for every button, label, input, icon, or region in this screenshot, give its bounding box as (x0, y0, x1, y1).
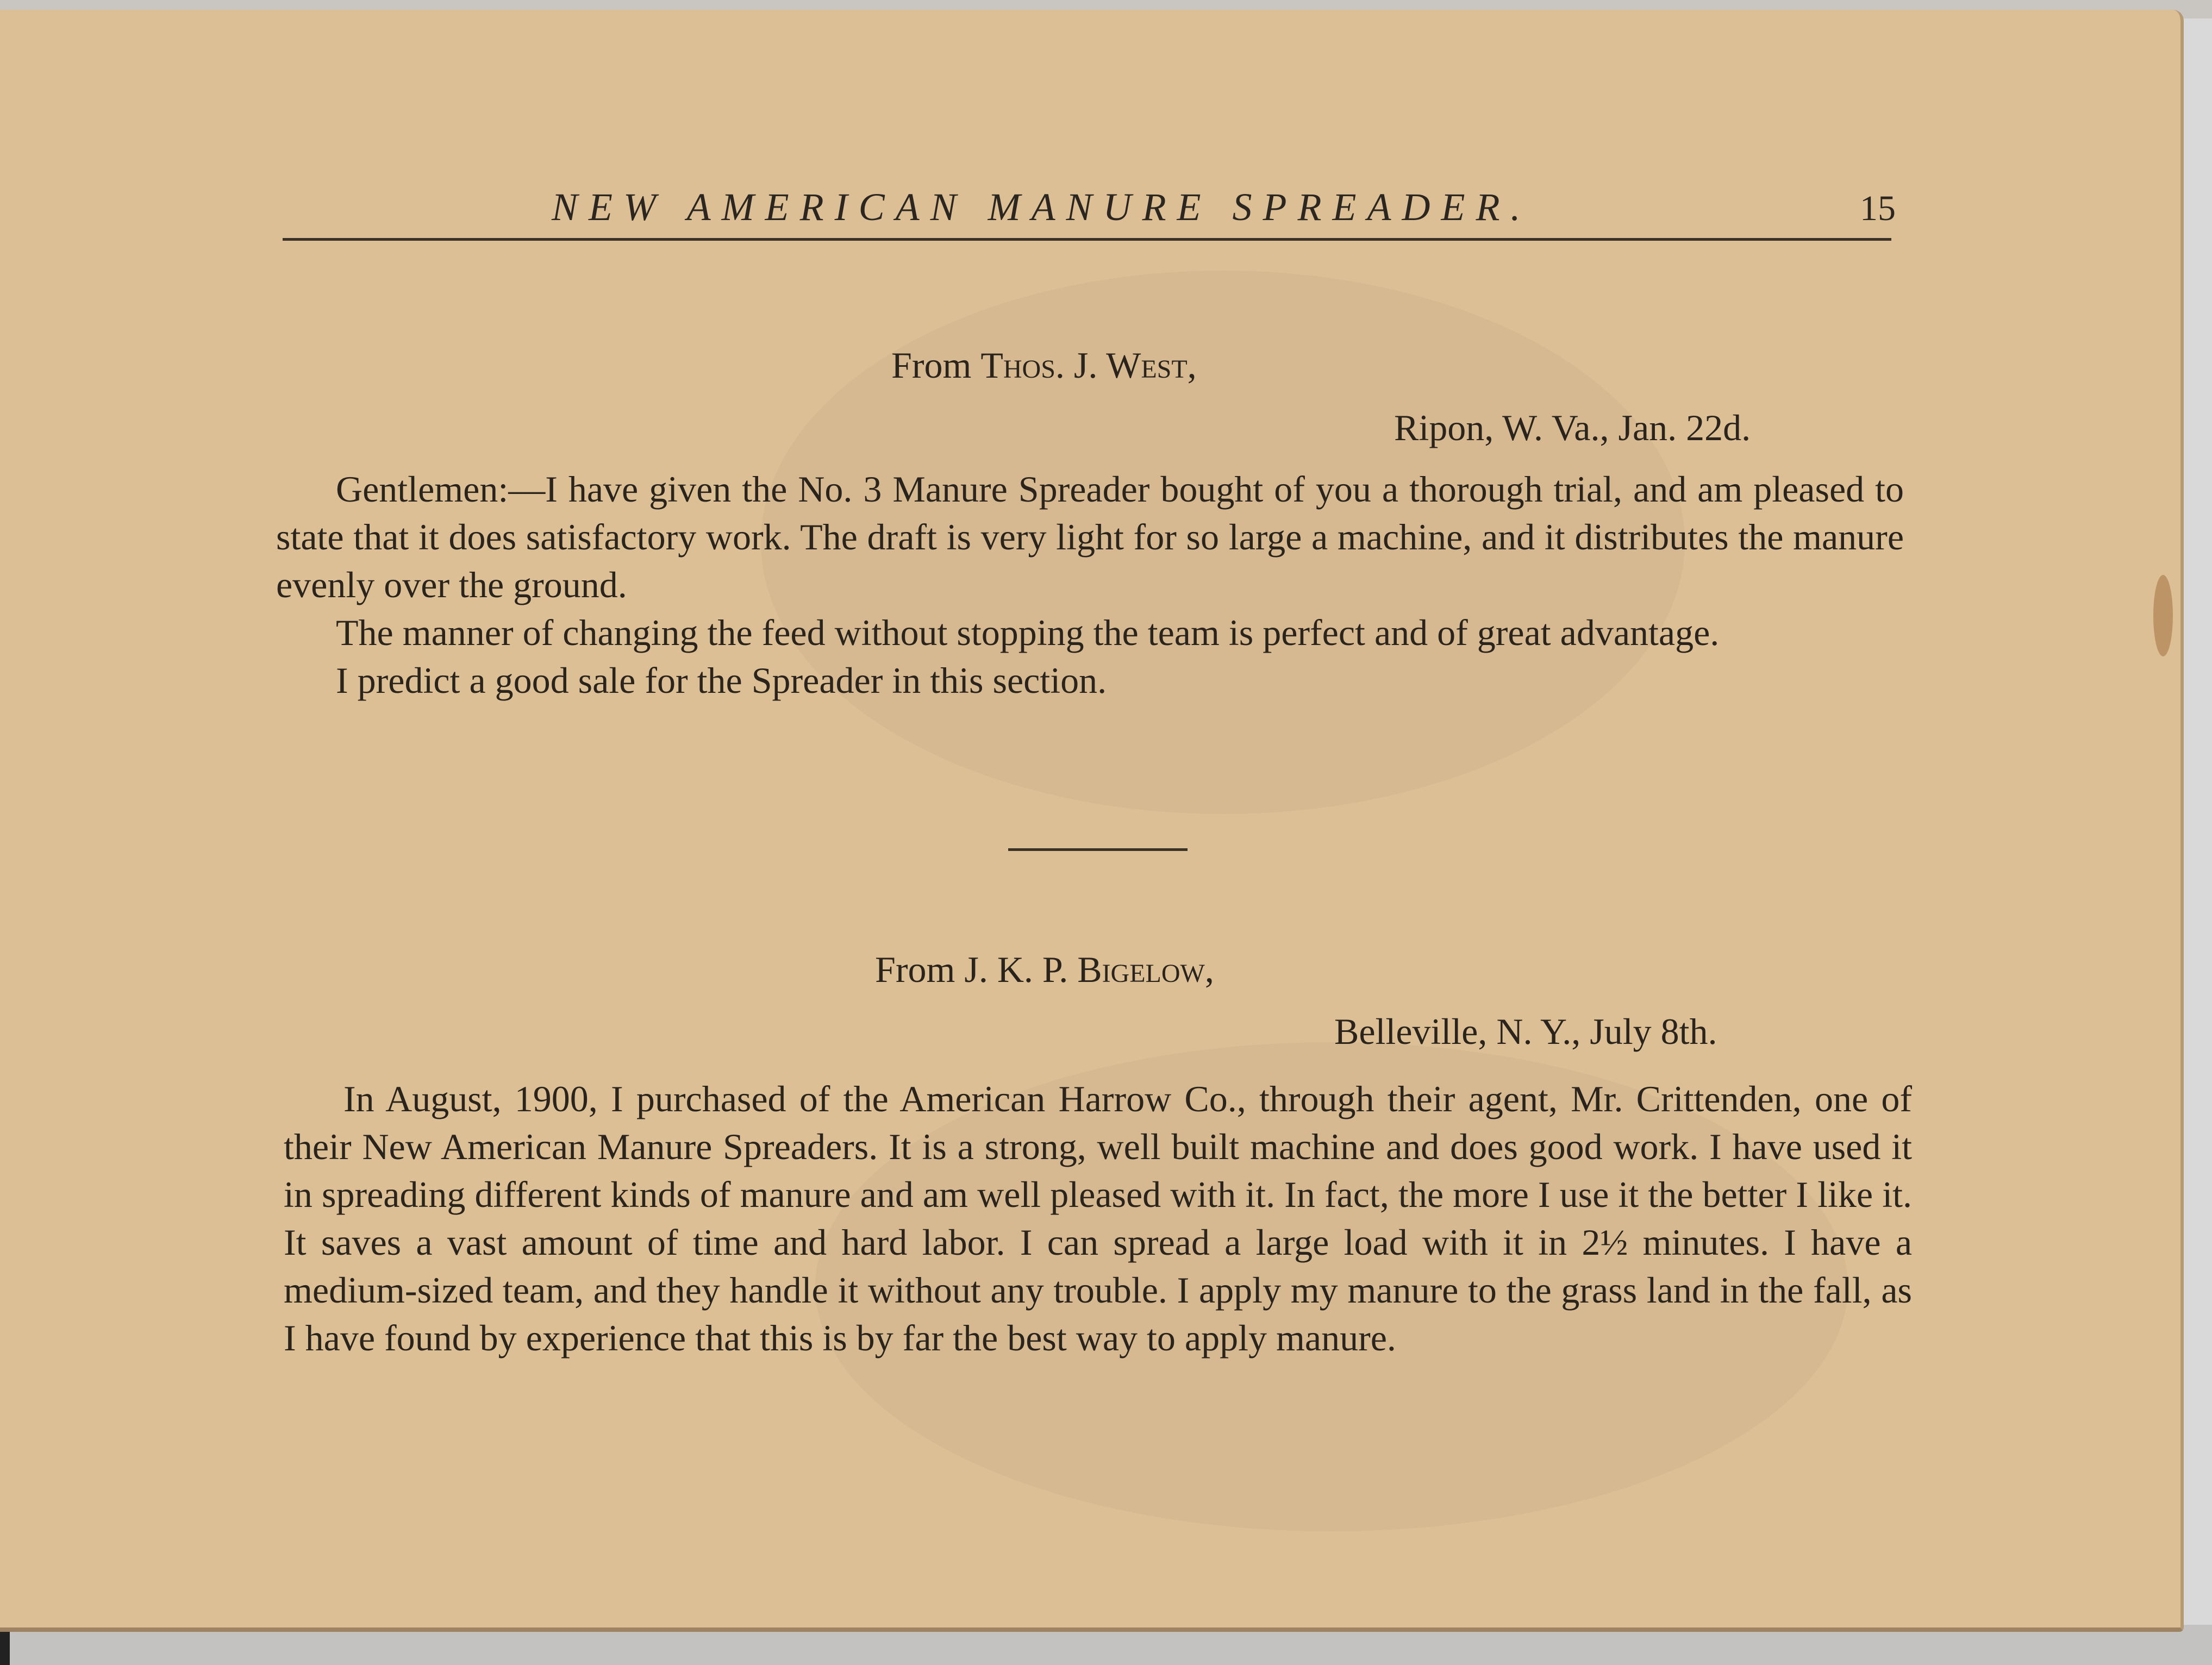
header-rule (283, 238, 1891, 241)
letter-paragraph: Gentlemen:—I have given the No. 3 Manure Spreader bought of you a thorough trial, and am pleased to state that it does satisfactory work. The draft is very light for so large a machine, and it distributes the manure evenly over the ground. (276, 468, 1904, 605)
letter-paragraph: I predict a good sale for the Spreader in this section. (336, 660, 1107, 701)
running-header (283, 173, 1902, 249)
letter-one-body (276, 465, 1904, 704)
from-prefix: From (891, 345, 972, 386)
page-number: 15 (1860, 189, 1896, 228)
page-stain (2153, 575, 2173, 656)
section-separator (1008, 848, 1188, 851)
letter-one-salutation-from (891, 341, 1197, 389)
letter-two-location-date: Belleville, N. Y., July 8th. (1334, 1011, 1717, 1052)
letter-two-salutation-from (875, 946, 1214, 993)
header-title: NEW AMERICAN MANURE SPREADER. (552, 185, 1532, 229)
letter-paragraph: In August, 1900, I purchased of the American Harrow Co., through their agent, Mr. Crittenden, one of their New American Manure Spreaders. It is a strong, well built machine and does good work. I have used it in spreading different kinds of manure and am well pleased with it. In fact, the more I use it the better I like it. It saves a vast amount of time and hard labor. I can spread a large load with it in 2½ minutes. I have a medium-sized team, and they handle it without any trouble. I apply my manure to the grass land in the fall, as I have found by experience that this is by far the best way to apply manure. (284, 1078, 1912, 1359)
sender-name: Thos. J. West, (980, 345, 1197, 386)
from-prefix: From (875, 949, 955, 990)
letter-two-body (284, 1075, 1912, 1362)
letter-one-location-date: Ripon, W. Va., Jan. 22d. (1394, 407, 1751, 448)
letter-paragraph: The manner of changing the feed without stopping the team is perfect and of great advantage. (336, 612, 1720, 653)
sender-name: J. K. P. Bigelow, (964, 949, 1214, 990)
book-page (0, 10, 2184, 1632)
